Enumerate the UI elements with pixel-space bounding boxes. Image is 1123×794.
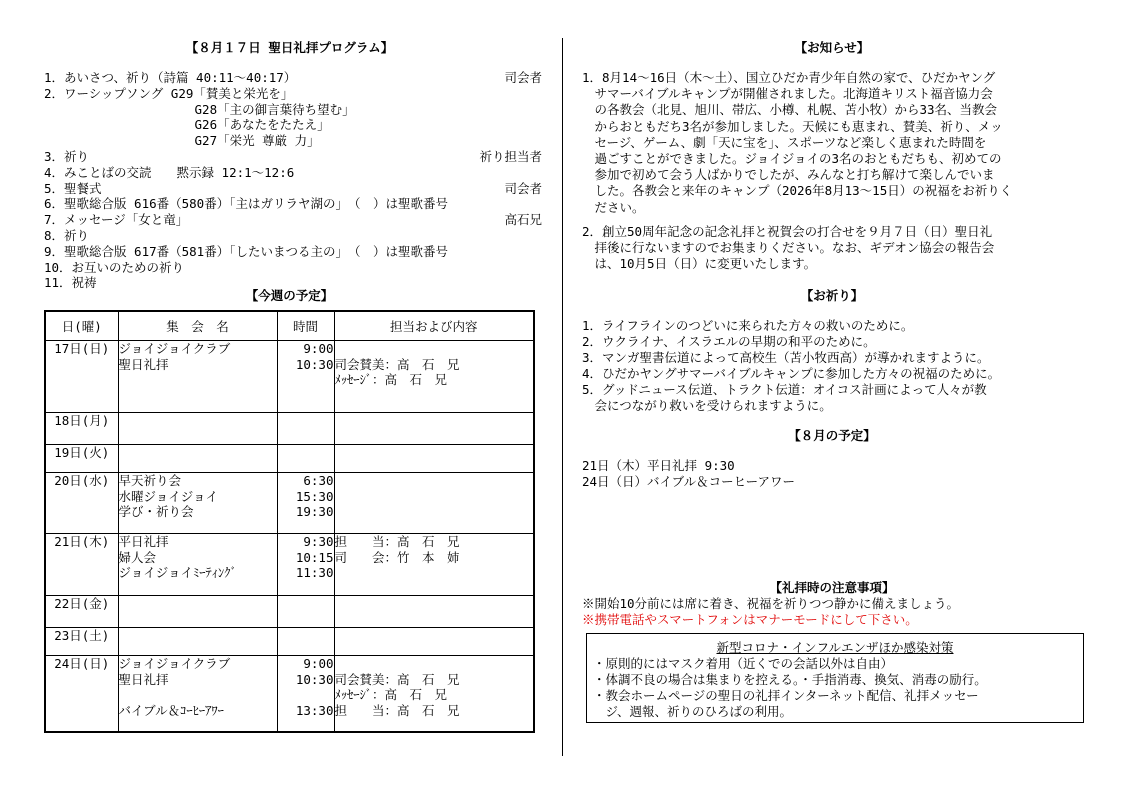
time-cell: 9:30 10:15 11:30 xyxy=(277,534,334,596)
table-row xyxy=(45,413,534,445)
program-item-role: 高石兄 xyxy=(504,212,542,228)
program-item-text: 10．お互いのための祈り xyxy=(44,259,185,275)
time-cell: 9:00 10:30 xyxy=(277,341,334,413)
program-item-text: 6．聖歌総合版 616番（580番）「主はガリラヤ湖の」 （ ）は聖歌番号 xyxy=(44,196,448,212)
program-item xyxy=(44,86,542,102)
meeting-cell: ジョイジョイクラブ 聖日礼拝 バイブル＆ｺｰﾋｰｱﾜｰ xyxy=(118,656,277,732)
day-cell: 21日(木) xyxy=(45,534,118,596)
program-item-role: 祈り担当者 xyxy=(479,148,542,164)
program-item xyxy=(44,133,542,149)
notice-item-2: 2．創立50周年記念の記念礼拝と祝賀会の打合せを９月７日（日）聖日礼 拝後に行ないますのでお集まりください。なお、ギデオン協会の報告会 は、10月5日（日）に変更いたします。 xyxy=(582,224,995,272)
program-item xyxy=(44,165,542,181)
meeting-cell xyxy=(118,628,277,656)
table-row xyxy=(45,534,534,596)
weekly-schedule-title: 【今週の予定】 xyxy=(245,288,334,303)
header-meeting: 集 会 名 xyxy=(118,311,277,341)
header-content: 担当および内容 xyxy=(334,311,534,341)
header-day: 日(曜) xyxy=(45,311,118,341)
prayer-list xyxy=(582,318,1000,414)
table-row xyxy=(45,656,534,732)
covid-measures-title: 新型コロナ・インフルエンザほか感染対策 xyxy=(716,640,954,655)
program-item-text: 7．メッセージ「女と竜」 xyxy=(44,212,189,228)
program-item-text: G28「主の御言葉待ち望む」 xyxy=(44,101,355,117)
program-item xyxy=(44,244,542,260)
program-item xyxy=(44,181,542,197)
content-cell: 担 当：高 石 兄 司 会：竹 本 姉 xyxy=(334,534,534,596)
program-item-text: 4．みことばの交読 黙示録 12:1～12:6 xyxy=(44,164,295,180)
content-cell xyxy=(334,473,534,534)
time-cell: 9:00 10:30 13:30 xyxy=(277,656,334,732)
notices-title: 【お知らせ】 xyxy=(794,40,870,55)
covid-measure-line: ・体調不良の場合は集まりを控える。・手指消毒、換気、消毒の励行。 xyxy=(593,672,987,687)
day-cell: 17日(日) xyxy=(45,341,118,413)
covid-measures-box xyxy=(586,633,1084,723)
table-row xyxy=(45,341,534,413)
program-item-text: 2．ワーシップソング G29「賛美と栄光を」 xyxy=(44,85,294,101)
program-item-text: 8．祈り xyxy=(44,227,90,243)
covid-measure-line: ・教会ホームページの聖日の礼拝インターネット配信、礼拝メッセー xyxy=(593,688,979,703)
content-cell xyxy=(334,445,534,473)
august-item: 24日（日）バイブル＆コーヒーアワー xyxy=(582,474,796,489)
program-item xyxy=(44,102,542,118)
prayer-item: 3．マンガ聖書伝道によって高校生（苫小牧西高）が導かれますように。 xyxy=(582,350,990,365)
day-cell: 19日(火) xyxy=(45,445,118,473)
time-cell xyxy=(277,413,334,445)
content-cell xyxy=(334,596,534,628)
worship-notes-title: 【礼拝時の注意事項】 xyxy=(769,580,895,595)
program-item-text: G27「栄光 尊厳 力」 xyxy=(44,133,320,149)
prayer-item: 5．グッドニュース伝道、トラクト伝道：オイコス計画によって人々が教 会につながり救いを受けられますように。 xyxy=(582,382,987,413)
program-item xyxy=(44,212,542,228)
meeting-cell xyxy=(118,445,277,473)
program-item xyxy=(44,228,542,244)
covid-measure-line: ・原則的にはマスク着用（近くでの会話以外は自由） xyxy=(593,656,894,671)
program-item-text: 3．祈り xyxy=(44,148,90,164)
meeting-cell xyxy=(118,413,277,445)
program-item-role: 司会者 xyxy=(504,70,542,85)
day-cell: 20日(水) xyxy=(45,473,118,534)
program-item-text: 11．祝祷 xyxy=(44,275,97,291)
worship-note-1: ※開始10分前には席に着き、祝福を祈りつつ静かに備えましょう。 xyxy=(582,596,960,611)
header-time: 時間 xyxy=(277,311,334,341)
program-item xyxy=(44,149,542,165)
weekly-schedule-table xyxy=(44,310,535,733)
august-item: 21日（木）平日礼拝 9:30 xyxy=(582,458,735,473)
table-row xyxy=(45,473,534,534)
table-row xyxy=(45,628,534,656)
day-cell: 18日(月) xyxy=(45,413,118,445)
prayer-item: 2．ウクライナ、イスラエルの早期の和平のために。 xyxy=(582,334,876,349)
program-item-text: 9．聖歌総合版 617番（581番）「したいまつる主の」 （ ）は聖歌番号 xyxy=(44,243,448,259)
program-item-text: 5．聖餐式 xyxy=(44,180,102,196)
meeting-cell: ジョイジョイクラブ 聖日礼拝 xyxy=(118,341,277,413)
program-item xyxy=(44,70,542,86)
program-item-text: 1．あいさつ、祈り（詩篇 40:11～40:17） xyxy=(44,70,297,85)
table-header-row xyxy=(45,311,534,341)
day-cell: 22日(金) xyxy=(45,596,118,628)
content-cell xyxy=(334,413,534,445)
day-cell: 24日(日) xyxy=(45,656,118,732)
program-title: 【８月１７日 聖日礼拝プログラム】 xyxy=(185,40,394,55)
program-item xyxy=(44,260,542,276)
prayer-item: 4．ひだかヤングサマーバイブルキャンプに参加した方々の祝福のために。 xyxy=(582,366,1001,381)
time-cell xyxy=(277,628,334,656)
day-cell: 23日(土) xyxy=(45,628,118,656)
time-cell: 6:30 15:30 19:30 xyxy=(277,473,334,534)
content-cell xyxy=(334,628,534,656)
program-list xyxy=(44,70,542,291)
program-item xyxy=(44,196,542,212)
prayer-item: 1．ライフラインのつどいに来られた方々の救いのために。 xyxy=(582,318,914,333)
worship-note-2: ※携帯電話やスマートフォンはマナーモードにして下さい。 xyxy=(582,612,918,627)
program-item-role: 司会者 xyxy=(504,180,542,196)
time-cell xyxy=(277,596,334,628)
prayers-title: 【お祈り】 xyxy=(800,288,864,303)
table-row xyxy=(45,596,534,628)
covid-measure-line: ジ、週報、祈りのひろばの利用。 xyxy=(593,704,793,719)
meeting-cell xyxy=(118,596,277,628)
august-title: 【８月の予定】 xyxy=(788,428,876,443)
content-cell: 司会賛美：高 石 兄 ﾒｯｾｰｼﾞ：高 石 兄 xyxy=(334,341,534,413)
notice-item-1: 1．8月14～16日（木～土）、国立ひだか青少年自然の家で、ひだかヤング サマーバイブルキャンプが開催されました。北海道キリスト福音協力会 の各教会（北見、旭川、帯広、小樽、札幌、苫小牧）から33名、当教会 からおともだち3名が参加しました。天候にも恵まれ、賛美、祈り、メッ セージ、ゲーム、劇「天に宝を」、スポーツなど楽しく恵まれた時間を 過ごすことができました。ジョイジョイの3名のおともだちも、初めての 参加で初めて会う人ばかりでしたが、みんなと打ち解けて楽しんでいま した。各教会と来年のキャンプ（2026年8月13～15日）の祝福をお祈りく ださい。 xyxy=(582,70,1013,215)
table-row xyxy=(45,445,534,473)
column-divider xyxy=(562,38,563,756)
meeting-cell: 早天祈り会 水曜ジョイジョイ 学び・祈り会 xyxy=(118,473,277,534)
meeting-cell: 平日礼拝 婦人会 ジョイジョイﾐｰﾃｨﾝｸﾞ xyxy=(118,534,277,596)
program-item xyxy=(44,117,542,133)
program-item-text: G26「あなたをたたえ」 xyxy=(44,117,330,133)
content-cell: 司会賛美：高 石 兄 ﾒｯｾｰｼﾞ：高 石 兄 担 当：高 石 兄 xyxy=(334,656,534,732)
time-cell xyxy=(277,445,334,473)
